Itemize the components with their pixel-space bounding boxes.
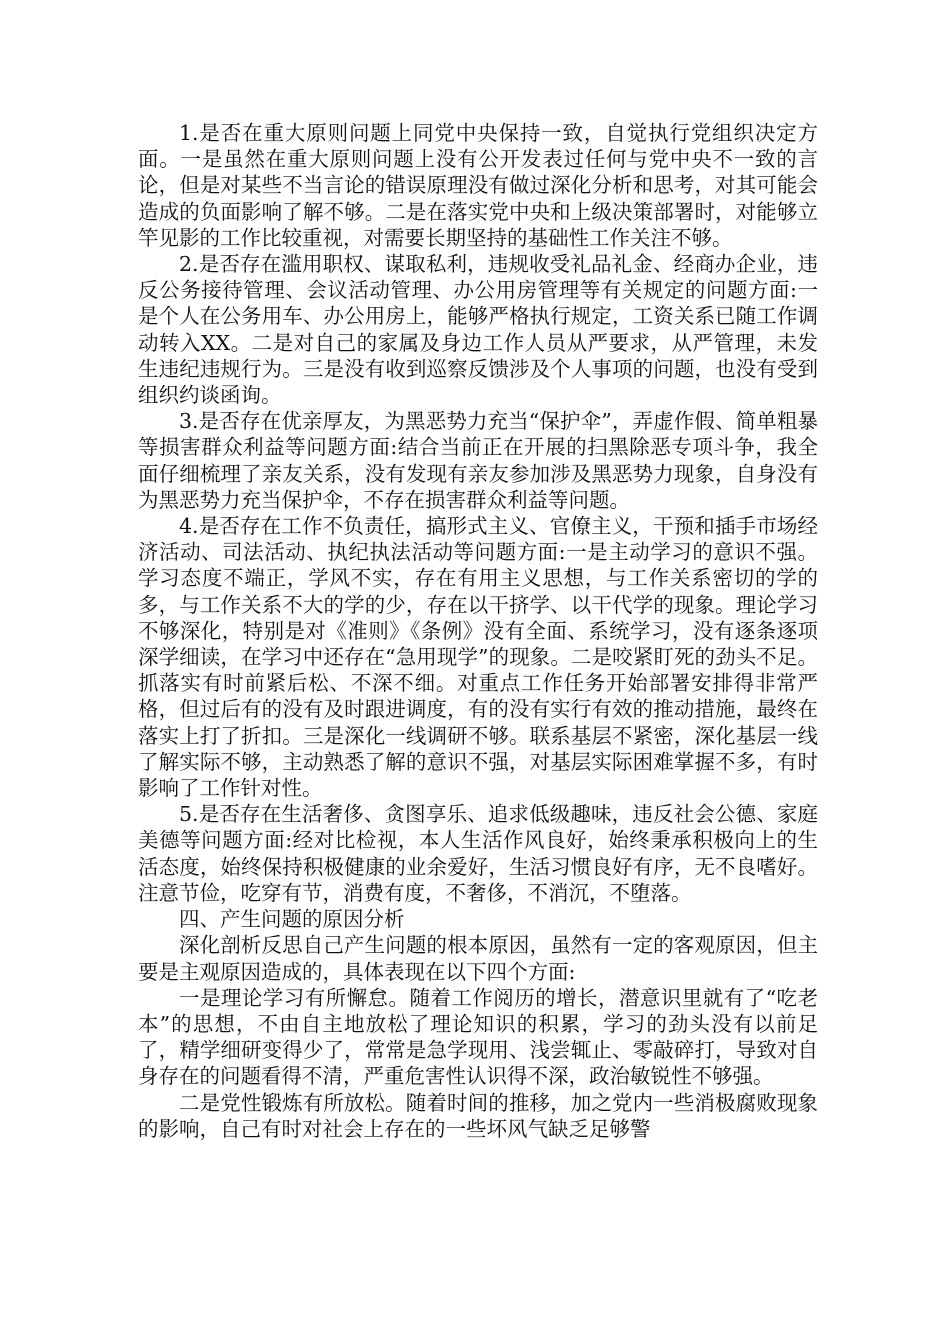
paragraph-item-3: 3.是否存在优亲厚友，为黑恶势力充当“保护伞”，弄虚作假、简单粗暴等损害群众利益等问题方面:结合当前正在开展的扫黑除恶专项斗争，我全面仔细梳理了亲友关系，没有发现有亲友参加涉及黑恶势力现象，自身没有为黑恶势力充当保护伞，不存在损害群众利益等问题。: [138, 409, 818, 512]
section-heading: 四、产生问题的原因分析: [179, 907, 405, 932]
paragraph-intro: 深化剖析反思自己产生问题的根本原因，虽然有一定的客观原因，但主要是主观原因造成的，具体表现在以下四个方面:: [138, 933, 818, 984]
paragraph-item-4: 4.是否存在工作不负责任，搞形式主义、官僚主义，干预和插手市场经济活动、司法活动、执纪执法活动等问题方面:一是主动学习的意识不强。学习态度不端正，学风不实，存在有用主义思想，与工作关系密切的学的多，与工作关系不大的学的少，存在以干挤学、以干代学的现象。理论学习不够深化，特别是对《准则》《条例》没有全面、系统学习，没有逐条逐项深学细读，在学习中还存在“急用现学”的现象。二是咬紧盯死的劲头不足。抓落实有时前紧后松、不深不细。对重点工作任务开始部署安排得非常严格，但过后有的没有及时跟进调度，有的没有实行有效的推动措施，最终在落实上打了折扣。三是深化一线调研不够。联系基层不紧密，深化基层一线了解实际不够，主动熟悉了解的意识不强，对基层实际困难掌握不多，有时影响了工作针对性。: [138, 514, 818, 801]
paragraph-reason-1: 一是理论学习有所懈怠。随着工作阅历的增长，潜意识里就有了“吃老本”的思想，不由自主地放松了理论知识的积累，学习的劲头没有以前足了，精学细研变得少了，常常是急学现用、浅尝辄止、零敲碎打，导致对自身存在的问题看得不清，严重危害性认识得不深，政治敏锐性不够强。: [138, 985, 818, 1089]
paragraph-item-1: 1.是否在重大原则问题上同党中央保持一致，自觉执行党组织决定方面。一是虽然在重大原则问题上没有公开发表过任何与党中央不一致的言论，但是对某些不当言论的错误原理没有做过深化分析和思考，对其可能会造成的负面影响了解不够。二是在落实党中央和上级决策部署时，对能够立竿见影的工作比较重视，对需要长期坚持的基础性工作关注不够。: [138, 121, 818, 250]
paragraph-item-2: 2.是否存在滥用职权、谋取私利，违规收受礼品礼金、经商办企业，违反公务接待管理、会议活动管理、办公用房管理等有关规定的问题方面:一是个人在公务用车、办公用房上，能够严格执行规定，工资关系已随工作调动转入XX。二是对自己的家属及身边工作人员从严要求，从严管理，未发生违纪违规行为。三是没有收到巡察反馈涉及个人事项的问题，也没有受到组织约谈函询。: [138, 252, 818, 408]
document-body: [138, 120, 818, 1142]
paragraph-reason-2: 二是党性锻炼有所放松。随着时间的推移，加之党内一些消极腐败现象的影响，自己有时对社会上存在的一些坏风气缺乏足够警: [138, 1090, 818, 1141]
paragraph-item-5: 5.是否存在生活奢侈、贪图享乐、追求低级趣味，违反社会公德、家庭美德等问题方面:经对比检视，本人生活作风良好，始终秉承积极向上的生活态度，始终保持积极健康的业余爱好，生活习惯良好有序，无不良嗜好。注意节俭，吃穿有节，消费有度，不奢侈，不消沉，不堕落。: [138, 802, 818, 905]
